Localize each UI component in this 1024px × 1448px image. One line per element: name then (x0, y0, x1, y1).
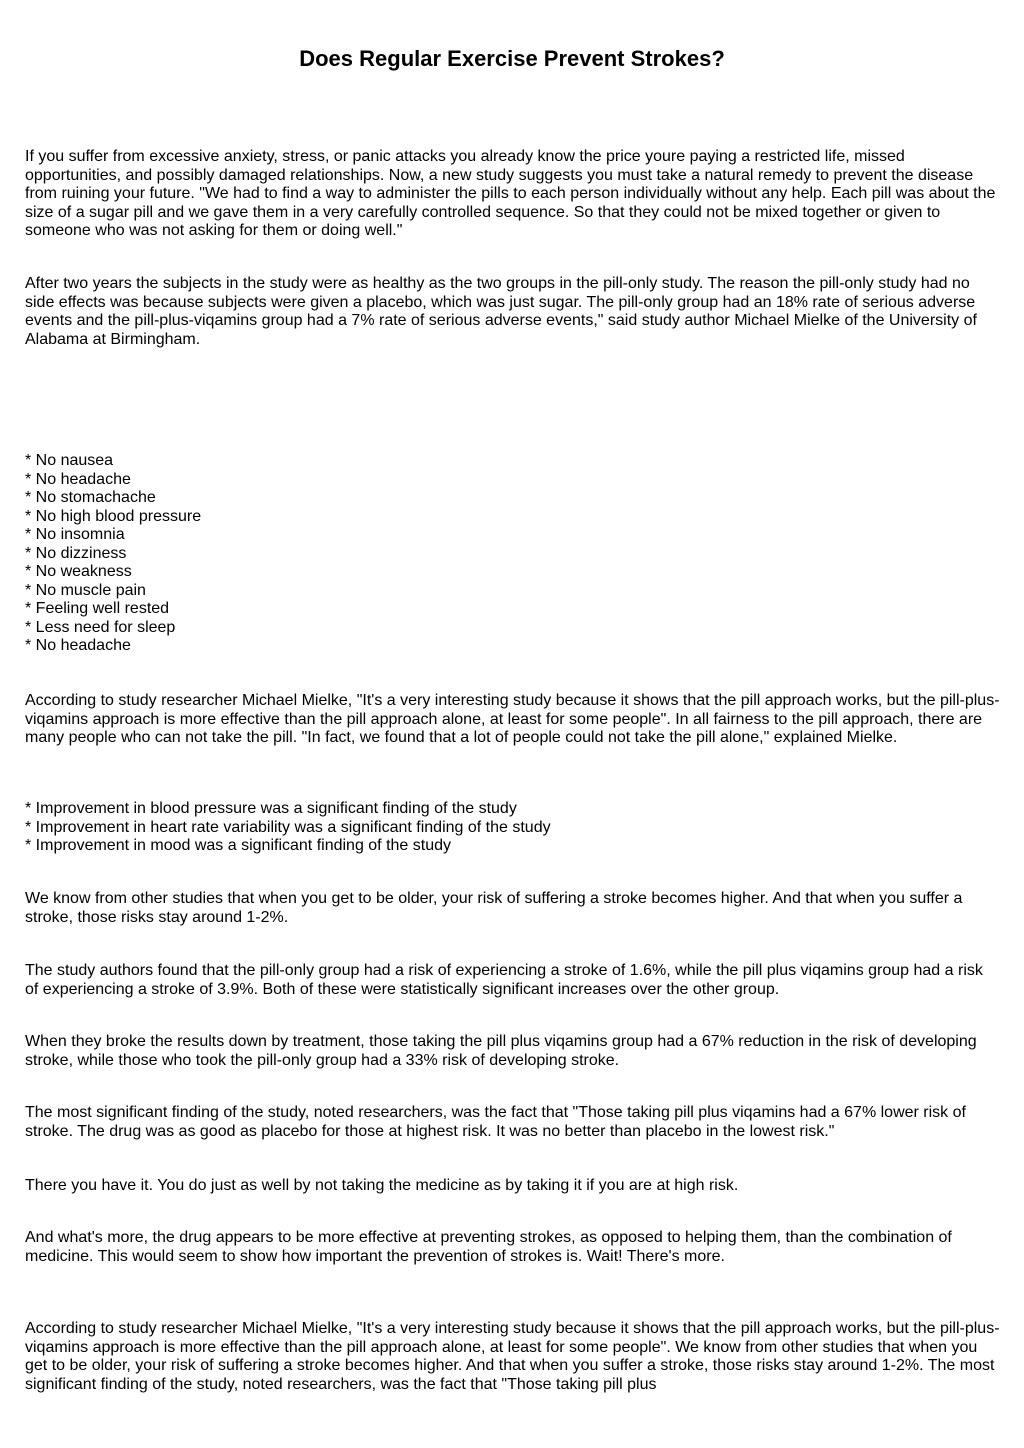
list-item: * No insomnia (25, 526, 125, 543)
list-item: * No weakness (25, 563, 132, 580)
paragraph-study-results: After two years the subjects in the study were as healthy as the two groups in the pill-only study. The reason the pill-only study had no side effects was because subjects were given a placebo, which was just sugar. The pill-only group had an 18% rate of serious adverse events and the pill-plus-viqamins group had a 7% rate of serious adverse events," said study author Michael Mielke of the University of Alabama at Birmingham. (25, 275, 977, 348)
paragraph-prevention: And what's more, the drug appears to be more effective at preventing strokes, as opposed to helping them, than the combination of medicine. This would seem to show how important the prevention of strokes is. Wait! There's more. (25, 1229, 952, 1265)
list-item: * Improvement in mood was a significant finding of the study (25, 837, 451, 854)
paragraph-summary: According to study researcher Michael Mielke, "It's a very interesting study because it shows that the pill approach works, but the pill-plus-viqamins approach is more effective than the pill approach alone, at least for some people". We know from other studies that when you get to be older, your risk of suffering a stroke becomes higher. And that when you suffer a stroke, those risks stay around 1-2%. The most significant finding of the study, noted researchers, was the fact that "Those taking pill plus (25, 1320, 1000, 1393)
symptom-list (25, 452, 1000, 656)
list-item: * No headache (25, 470, 131, 488)
paragraph-researcher-quote: According to study researcher Michael Mielke, "It's a very interesting study because it shows that the pill approach works, but the pill-plus-viqamins approach is more effective than the pill approach alone, at least for some people". In all fairness to the pill approach, there are many people who can not take the pill. "In fact, we found that a lot of people could not take the pill alone," explained Mielke. (25, 692, 1000, 746)
paragraph-intro: If you suffer from excessive anxiety, stress, or panic attacks you already know the price youre paying a restricted life, missed opportunities, and possibly damaged relationships. Now, a new study suggests you must take a natural remedy to prevent the disease from ruining your future. "We had to find a way to administer the pills to each person individually without any help. Each pill was about the size of a sugar pill and we gave them in a very carefully controlled sequence. So that they could not be mixed together or given to someone who was not asking for them or doing well." (25, 148, 996, 239)
findings-list (25, 800, 1000, 856)
page-title: Does Regular Exercise Prevent Strokes? (299, 46, 725, 71)
paragraph-conclusion: There you have it. You do just as well by not taking the medicine as by taking it if you are at high risk. (25, 1177, 739, 1194)
paragraph-stroke-risk-age: We know from other studies that when you get to be older, your risk of suffering a stroke becomes higher. And that when you suffer a stroke, those risks stay around 1-2%. (25, 890, 963, 926)
list-item: * Improvement in heart rate variability was a significant finding of the study (25, 818, 551, 836)
list-item: * No muscle pain (25, 581, 146, 599)
list-item: * No headache (25, 637, 131, 654)
list-item: * No high blood pressure (25, 507, 202, 525)
paragraph-treatment-breakdown: When they broke the results down by treatment, those taking the pill plus viqamins group had a 67% reduction in the risk of developing stroke, while those who took the pill-only group had a 33% risk of developing stroke. (25, 1033, 977, 1069)
list-item: * No nausea (25, 452, 114, 469)
list-item: * No dizziness (25, 544, 127, 562)
paragraph-significant-finding: The most significant finding of the study, noted researchers, was the fact that "Those taking pill plus viqamins had a 67% lower risk of stroke. The drug was as good as placebo for those at highest risk. It was no better than placebo in the lowest risk." (25, 1104, 966, 1140)
list-item: * Improvement in blood pressure was a significant finding of the study (25, 800, 517, 817)
list-item: * Less need for sleep (25, 618, 176, 636)
list-item: * No stomachache (25, 489, 156, 506)
paragraph-stroke-risk-groups: The study authors found that the pill-only group had a risk of experiencing a stroke of 1.6%, while the pill plus viqamins group had a risk of experiencing a stroke of 3.9%. Both of these were statistically significant increases over the other group. (25, 962, 983, 998)
list-item: * Feeling well rested (25, 600, 170, 617)
